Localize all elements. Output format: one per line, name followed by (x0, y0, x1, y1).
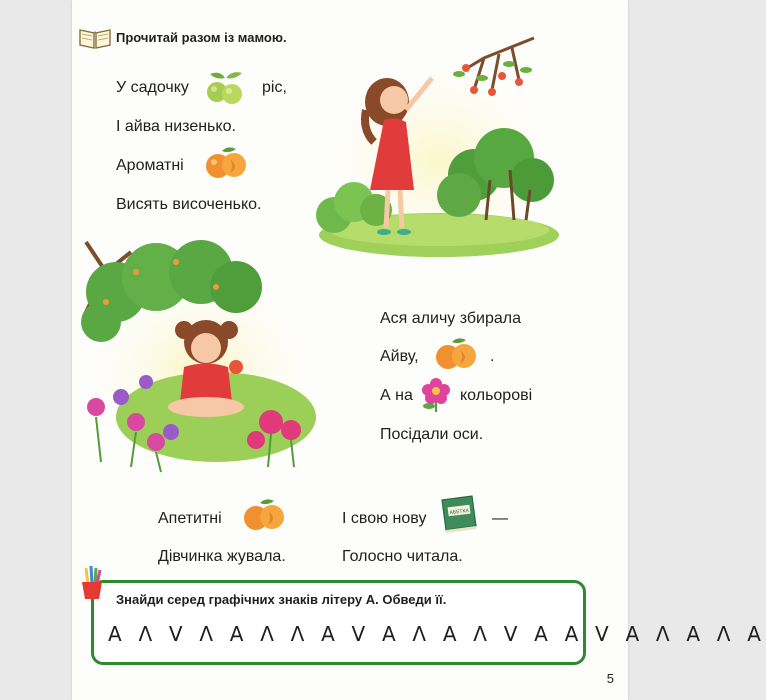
poem3-right-line2: Голосно читала. (342, 548, 463, 565)
illustration-girl-sitting (76, 232, 316, 477)
poem3-left-line1: Апетитні (158, 510, 222, 527)
poem2-line3-start: А на (380, 387, 413, 404)
open-book-icon (78, 24, 112, 50)
poem3-left-line2: Дівчинка жувала. (158, 548, 286, 565)
poem2-line4: Посідали оси. (380, 426, 484, 443)
task-instruction: Знайди серед графічних знаків літеру А. Обведи її. (116, 592, 447, 607)
page-number: 5 (606, 671, 614, 686)
poem1-line1-start: У садочку (116, 79, 189, 96)
letter-sequence: А Λ V Λ А Λ Λ А V А Λ А Λ V А А V А Λ А Λ А (108, 622, 766, 646)
poem1-line4: Висять височенько. (116, 196, 262, 213)
poem2-line2-start: Айву, (380, 348, 419, 365)
green-plum-icon (202, 68, 248, 106)
flower-icon (418, 376, 454, 414)
svg-text:АБЕТКА: АБЕТКА (449, 507, 470, 517)
apricot-icon (432, 336, 480, 372)
poem2-line1: Ася аличу збирала (380, 310, 522, 327)
poem2-line3-end: кольорові (460, 387, 533, 404)
poem3-right-line1-start: І свою нову (342, 510, 427, 527)
apricot-icon (240, 497, 288, 533)
textbook-page (72, 0, 766, 700)
illustration-girl-reaching (314, 30, 559, 255)
poem1-line2: І айва низенько. (116, 118, 236, 135)
pencil-cup-icon (78, 566, 106, 600)
apricot-icon (202, 145, 250, 181)
poem1-line3: Ароматні (116, 157, 184, 174)
poem2-line2-end: . (490, 348, 495, 365)
page-title: Прочитай разом із мамою. (116, 30, 287, 45)
poem1-line1-end: ріс, (262, 79, 287, 96)
poem3-right-line1-end: — (492, 510, 508, 527)
alphabet-book-icon (436, 492, 480, 534)
